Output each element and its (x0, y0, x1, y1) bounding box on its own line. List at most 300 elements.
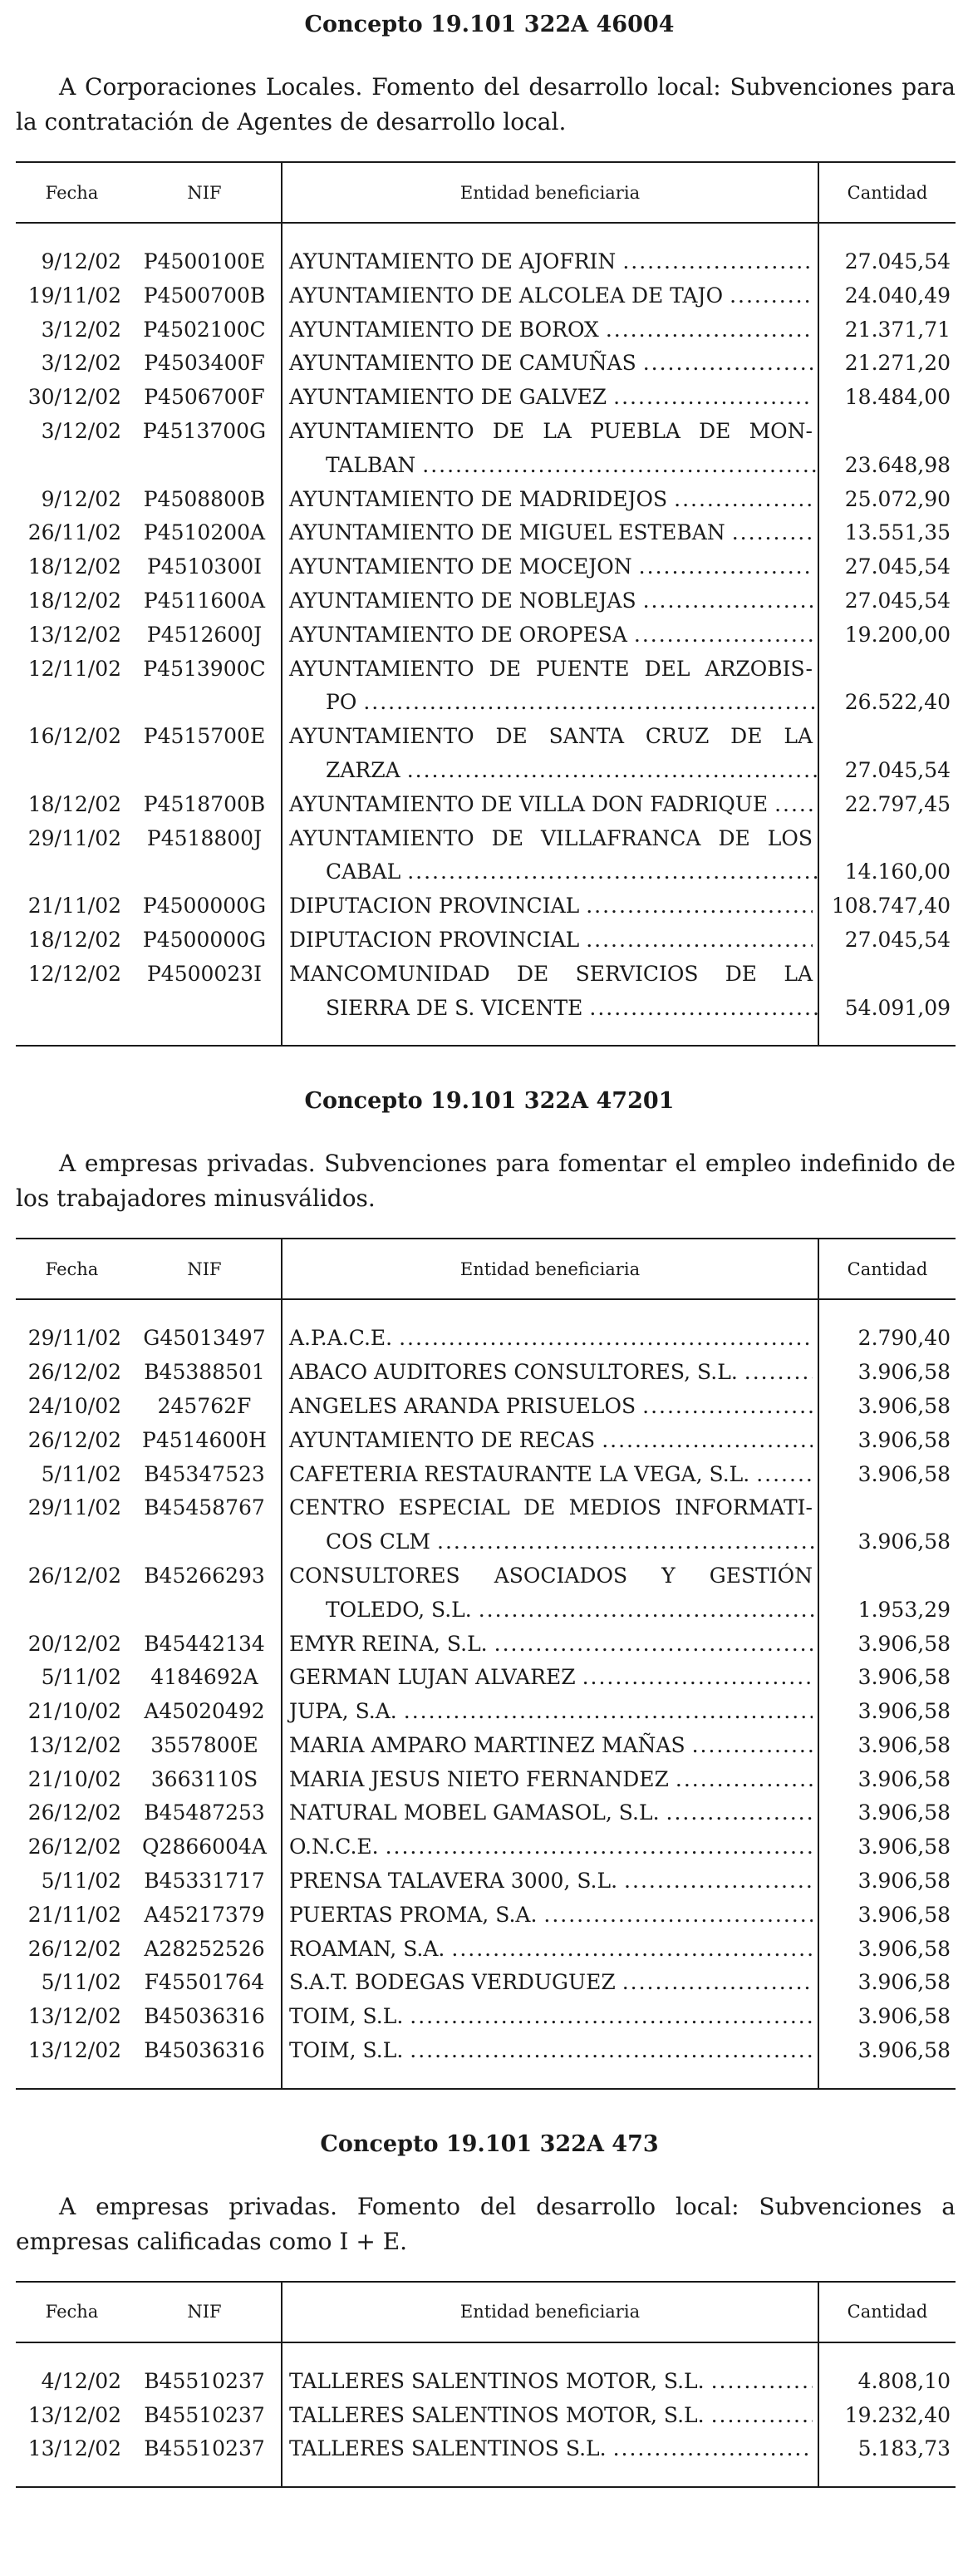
cell-cantidad (818, 415, 956, 449)
table-row (16, 924, 956, 958)
entidad-name: AYUNTAMIENTO DE MOCEJON (289, 554, 632, 579)
header-entidad: Entidad beneficiaria (282, 1239, 818, 1299)
entidad-name: ROAMAN, S.A. (289, 1936, 445, 1961)
cell-nif: G45013497 (143, 1326, 266, 1351)
cell-fecha: 12/11/02 (27, 656, 121, 681)
cell-fecha: 21/11/02 (27, 1902, 121, 1927)
cell-fecha: 21/10/02 (27, 1699, 121, 1724)
leader-dots (494, 1628, 813, 1662)
cell-fecha: 3/12/02 (41, 351, 121, 376)
table-row (16, 958, 956, 992)
cell-cantidad: 14.160,00 (818, 855, 956, 889)
cell-nif: P4513900C (143, 656, 266, 681)
cell-fecha: 13/12/02 (27, 2402, 121, 2427)
spacer-row (16, 1025, 956, 1046)
entidad-name: GERMAN LUJAN ALVAREZ (289, 1665, 576, 1690)
cell-nif: B45388501 (144, 1360, 265, 1385)
header-entidad: Entidad beneficiaria (282, 2282, 818, 2342)
cell-fecha: 13/12/02 (27, 1732, 121, 1757)
cell-entidad (282, 1933, 818, 1967)
cell-nif: 3557800E (150, 1732, 258, 1757)
cell-cantidad: 27.045,54 (818, 754, 956, 788)
cell-cantidad: 3.906,58 (818, 1695, 956, 1729)
table-row-continuation (16, 1593, 956, 1628)
entidad-name: TALLERES SALENTINOS S.L. (289, 2436, 607, 2461)
leader-dots (437, 1525, 818, 1559)
entidad-name-cont: CABAL (326, 859, 401, 884)
cell-entidad (282, 2365, 818, 2399)
table-row (16, 653, 956, 687)
cell-nif: B45331717 (144, 1869, 265, 1894)
cell-nif: P4513700G (142, 418, 267, 443)
cell-fecha: 20/12/02 (27, 1631, 121, 1656)
leader-dots (410, 2034, 813, 2068)
cell-cantidad: 3.906,58 (818, 1628, 956, 1662)
leader-dots (634, 618, 813, 653)
table-row (16, 1390, 956, 1424)
cell-nif: B45266293 (144, 1563, 265, 1588)
cell-nif: B45487253 (144, 1800, 265, 1825)
entidad-name-cont: SIERRA DE S. VICENTE (326, 995, 583, 1020)
leader-dots (692, 1729, 813, 1763)
table-row (16, 2365, 956, 2399)
cell-cantidad: 54.091,09 (818, 992, 956, 1026)
cell-fecha: 21/10/02 (27, 1766, 121, 1791)
entidad-name: AYUNTAMIENTO DE CAMUÑAS (289, 351, 636, 376)
entidad-name: PUERTAS PROMA, S.A. (289, 1902, 538, 1927)
table-row-continuation (16, 754, 956, 788)
leader-dots (643, 584, 813, 618)
section-concepto-46004 (16, 8, 963, 1047)
table-row (16, 381, 956, 415)
leader-dots (589, 992, 818, 1026)
cell-cantidad: 23.648,98 (818, 449, 956, 483)
cell-entidad (282, 1322, 818, 1356)
cell-cantidad: 26.522,40 (818, 686, 956, 720)
header-entidad: Entidad beneficiaria (282, 162, 818, 223)
leader-dots (451, 1933, 813, 1967)
cell-fecha: 5/11/02 (41, 1665, 121, 1690)
entidad-name: AYUNTAMIENTO DE MIGUEL ESTEBAN (289, 520, 725, 545)
cell-cantidad: 13.551,35 (818, 516, 956, 550)
cell-fecha: 19/11/02 (27, 283, 121, 308)
table-row-continuation (16, 855, 956, 889)
leader-dots (774, 788, 813, 822)
cell-cantidad: 2.790,40 (818, 1322, 956, 1356)
entidad-name: AYUNTAMIENTO DE PUENTE DEL ARZOBIS- (289, 656, 813, 681)
entidad-name: AYUNTAMIENTO DE ALCOLEA DE TAJO (289, 283, 724, 308)
cell-cantidad: 3.906,58 (818, 1830, 956, 1864)
cell-nif: P4515700E (143, 724, 266, 749)
cell-entidad (282, 1661, 818, 1695)
entidad-name: AYUNTAMIENTO DE OROPESA (289, 622, 627, 647)
cell-cantidad: 25.072,90 (818, 483, 956, 517)
entidad-name: A.P.A.C.E. (289, 1326, 393, 1351)
cell-nif: B45510237 (144, 2368, 265, 2393)
leader-dots (711, 2365, 813, 2399)
header-nif: NIF (128, 162, 282, 223)
cell-nif: P4500700B (143, 283, 266, 308)
cell-cantidad: 3.906,58 (818, 2000, 956, 2034)
concepto-description: A Corporaciones Locales. Fomento del desarrollo local: Subvenciones para la contratación de Agentes de desarrollo local. (16, 73, 956, 135)
table-row (16, 584, 956, 618)
entidad-name: CENTRO ESPECIAL DE MEDIOS INFORMATI- (289, 1495, 813, 1520)
beneficiaries-table (16, 1238, 956, 2090)
spacer-row (16, 1299, 956, 1322)
leader-dots (674, 483, 813, 517)
table-row (16, 1830, 956, 1864)
beneficiaries-table (16, 2281, 956, 2488)
cell-nif: F45501764 (144, 1970, 265, 1995)
cell-nif: 4184692A (150, 1665, 258, 1690)
leader-dots (676, 1763, 813, 1797)
beneficiaries-table (16, 161, 956, 1047)
cell-nif: P4510200A (143, 520, 266, 545)
table-row (16, 618, 956, 653)
table-row-continuation (16, 1525, 956, 1559)
leader-dots (639, 550, 813, 584)
table-row (16, 1796, 956, 1830)
entidad-name: TOIM, S.L. (289, 2004, 404, 2029)
table-row (16, 347, 956, 381)
cell-fecha: 9/12/02 (41, 486, 121, 511)
cell-entidad-cont (282, 1525, 818, 1559)
table-row (16, 788, 956, 822)
cell-fecha: 29/11/02 (27, 1326, 121, 1351)
leader-dots (711, 2399, 813, 2433)
cell-entidad (282, 313, 818, 347)
cell-nif: B45458767 (144, 1495, 265, 1520)
entidad-name: TALLERES SALENTINOS MOTOR, S.L. (289, 2402, 705, 2427)
cell-fecha: 13/12/02 (27, 2004, 121, 2029)
table-body (16, 223, 956, 1046)
table-row (16, 1559, 956, 1593)
table-row (16, 2399, 956, 2433)
cell-cantidad: 3.906,58 (818, 1458, 956, 1492)
cell-entidad (282, 279, 818, 313)
cell-fecha: 3/12/02 (41, 317, 121, 342)
table-header-row (16, 1239, 956, 1299)
cell-cantidad: 3.906,58 (818, 1933, 956, 1967)
table-row (16, 2432, 956, 2466)
leader-dots (756, 1458, 813, 1492)
entidad-name-cont: COS CLM (326, 1529, 431, 1554)
entidad-name: AYUNTAMIENTO DE NOBLEJAS (289, 588, 636, 613)
table-row (16, 415, 956, 449)
table-row (16, 1491, 956, 1525)
cell-cantidad: 3.906,58 (818, 1763, 956, 1797)
cell-entidad (282, 653, 818, 687)
cell-nif: B45510237 (144, 2436, 265, 2461)
cell-nif: B45347523 (144, 1461, 265, 1486)
leader-dots (643, 347, 813, 381)
table-row (16, 1322, 956, 1356)
cell-cantidad: 3.906,58 (818, 1796, 956, 1830)
leader-dots (407, 754, 818, 788)
table-body (16, 2342, 956, 2487)
cell-entidad (282, 1458, 818, 1492)
cell-fecha: 26/11/02 (27, 520, 121, 545)
leader-dots (666, 1796, 813, 1830)
entidad-name: AYUNTAMIENTO DE BOROX (289, 317, 599, 342)
cell-cantidad: 21.371,71 (818, 313, 956, 347)
cell-entidad (282, 1559, 818, 1593)
cell-cantidad (818, 1491, 956, 1525)
cell-nif: B45036316 (144, 2004, 265, 2029)
cell-cantidad: 5.183,73 (818, 2432, 956, 2466)
entidad-name: ABACO AUDITORES CONSULTORES, S.L. (289, 1360, 738, 1385)
cell-fecha: 30/12/02 (27, 385, 121, 410)
cell-entidad (282, 516, 818, 550)
cell-entidad (282, 2432, 818, 2466)
leader-dots (642, 1390, 813, 1424)
cell-nif: P4500000G (142, 894, 267, 919)
entidad-name: JUPA, S.A. (289, 1699, 397, 1724)
cell-entidad (282, 1796, 818, 1830)
cell-nif: P4518700B (143, 791, 266, 816)
leader-dots (399, 1322, 813, 1356)
cell-cantidad: 108.747,40 (818, 889, 956, 924)
cell-fecha: 26/12/02 (27, 1800, 121, 1825)
leader-dots (586, 889, 813, 924)
entidad-name: MANCOMUNIDAD DE SERVICIOS DE LA (289, 961, 813, 986)
cell-fecha: 26/12/02 (27, 1936, 121, 1961)
entidad-name: AYUNTAMIENTO DE GALVEZ (289, 385, 607, 410)
cell-entidad (282, 1390, 818, 1424)
entidad-name: AYUNTAMIENTO DE RECAS (289, 1427, 596, 1452)
spacer-row (16, 2068, 956, 2089)
entidad-name: MARIA JESUS NIETO FERNANDEZ (289, 1766, 669, 1791)
header-nif: NIF (128, 1239, 282, 1299)
cell-fecha: 18/12/02 (27, 554, 121, 579)
cell-fecha: 18/12/02 (27, 588, 121, 613)
leader-dots (622, 1966, 813, 2000)
entidad-name-cont: TOLEDO, S.L. (326, 1597, 472, 1622)
cell-entidad-cont (282, 686, 818, 720)
cell-cantidad: 3.906,58 (818, 1864, 956, 1899)
leader-dots (732, 516, 813, 550)
cell-fecha: 21/11/02 (27, 894, 121, 919)
cell-entidad (282, 550, 818, 584)
cell-fecha: 5/11/02 (41, 1970, 121, 1995)
table-row (16, 245, 956, 279)
cell-cantidad: 3.906,58 (818, 1661, 956, 1695)
cell-nif: P4511600A (143, 588, 266, 613)
cell-fecha: 9/12/02 (41, 249, 121, 273)
header-cantidad: Cantidad (818, 162, 956, 223)
cell-fecha: 26/12/02 (27, 1835, 121, 1859)
entidad-name: AYUNTAMIENTO DE AJOFRIN (289, 249, 617, 273)
cell-fecha: 13/12/02 (27, 2038, 121, 2063)
table-row (16, 2034, 956, 2068)
entidad-name-cont: ZARZA (326, 757, 400, 782)
entidad-name: DIPUTACION PROVINCIAL (289, 894, 580, 919)
cell-cantidad (818, 720, 956, 754)
cell-nif: 245762F (157, 1393, 252, 1418)
cell-cantidad (818, 1559, 956, 1593)
cell-nif: A28252526 (144, 1936, 265, 1961)
table-row (16, 1458, 956, 1492)
leader-dots (582, 1661, 813, 1695)
cell-entidad (282, 1899, 818, 1933)
cell-nif: 3663110S (150, 1766, 258, 1791)
cell-entidad (282, 483, 818, 517)
entidad-name: ANGELES ARANDA PRISUELOS (289, 1393, 636, 1418)
cell-fecha: 26/12/02 (27, 1563, 121, 1588)
cell-entidad (282, 1966, 818, 2000)
table-body (16, 1299, 956, 2089)
cell-fecha: 13/12/02 (27, 622, 121, 647)
cell-cantidad: 3.906,58 (818, 1424, 956, 1458)
cell-nif: P4514600H (142, 1427, 267, 1452)
section-concepto-473 (16, 2128, 963, 2488)
cell-nif: P4500000G (142, 927, 267, 952)
entidad-name: PRENSA TALAVERA 3000, S.L. (289, 1869, 618, 1894)
cell-nif: B45442134 (144, 1631, 265, 1656)
header-fecha: Fecha (16, 1239, 128, 1299)
cell-entidad (282, 381, 818, 415)
cell-entidad (282, 1695, 818, 1729)
cell-cantidad (818, 958, 956, 992)
cell-entidad (282, 618, 818, 653)
spacer-row (16, 2342, 956, 2365)
cell-fecha: 12/12/02 (27, 961, 121, 986)
leader-dots (422, 449, 818, 483)
cell-entidad (282, 1356, 818, 1390)
table-row (16, 516, 956, 550)
cell-nif: A45020492 (144, 1699, 265, 1724)
cell-nif: P4510300I (146, 554, 263, 579)
entidad-name: AYUNTAMIENTO DE SANTA CRUZ DE LA (289, 724, 813, 749)
cell-cantidad: 3.906,58 (818, 1729, 956, 1763)
leader-dots (386, 1830, 813, 1864)
entidad-name: AYUNTAMIENTO DE VILLAFRANCA DE LOS (289, 825, 813, 850)
concepto-description: A empresas privadas. Subvenciones para fomentar el empleo indefinido de los trabajadores minusválidos. (16, 1150, 956, 1213)
entidad-name: AYUNTAMIENTO DE LA PUEBLA DE MON- (289, 418, 813, 443)
table-row (16, 313, 956, 347)
cell-entidad (282, 958, 818, 992)
leader-dots (410, 2000, 813, 2034)
cell-entidad (282, 2399, 818, 2433)
table-row (16, 1356, 956, 1390)
cell-entidad (282, 720, 818, 754)
cell-nif: P4506700F (144, 385, 265, 410)
cell-cantidad: 27.045,54 (818, 924, 956, 958)
cell-nif: P4500023I (146, 961, 263, 986)
table-row (16, 1628, 956, 1662)
cell-fecha: 13/12/02 (27, 2436, 121, 2461)
cell-cantidad: 27.045,54 (818, 550, 956, 584)
table-row-continuation (16, 449, 956, 483)
cell-fecha: 18/12/02 (27, 927, 121, 952)
table-row (16, 1933, 956, 1967)
leader-dots (624, 1864, 813, 1899)
table-row (16, 822, 956, 856)
cell-entidad (282, 2034, 818, 2068)
header-cantidad: Cantidad (818, 1239, 956, 1299)
cell-fecha: 4/12/02 (41, 2368, 121, 2393)
cell-fecha: 5/11/02 (41, 1461, 121, 1486)
table-row (16, 279, 956, 313)
cell-cantidad: 19.232,40 (818, 2399, 956, 2433)
leader-dots (606, 313, 813, 347)
cell-entidad (282, 788, 818, 822)
entidad-name: TOIM, S.L. (289, 2038, 404, 2063)
cell-entidad-cont (282, 992, 818, 1026)
cell-entidad (282, 245, 818, 279)
leader-dots (479, 1593, 818, 1628)
entidad-name: EMYR REINA, S.L. (289, 1631, 488, 1656)
cell-cantidad: 3.906,58 (818, 1525, 956, 1559)
entidad-name: S.A.T. BODEGAS VERDUGUEZ (289, 1970, 616, 1995)
cell-nif: Q2866004A (142, 1835, 267, 1859)
table-header-row (16, 2282, 956, 2342)
document-page (16, 0, 963, 2488)
cell-cantidad: 22.797,45 (818, 788, 956, 822)
table-row (16, 550, 956, 584)
entidad-name: CAFETERIA RESTAURANTE LA VEGA, S.L. (289, 1461, 750, 1486)
cell-entidad-cont (282, 754, 818, 788)
leader-dots (586, 924, 813, 958)
entidad-name: MARIA AMPARO MARTINEZ MAÑAS (289, 1732, 685, 1757)
entidad-name: NATURAL MOBEL GAMASOL, S.L. (289, 1800, 660, 1825)
table-row (16, 1864, 956, 1899)
cell-cantidad: 27.045,54 (818, 245, 956, 279)
cell-fecha: 29/11/02 (27, 1495, 121, 1520)
cell-entidad (282, 1729, 818, 1763)
cell-cantidad: 19.200,00 (818, 618, 956, 653)
entidad-name-cont: TALBAN (326, 452, 416, 477)
cell-fecha: 26/12/02 (27, 1360, 121, 1385)
concepto-description: A empresas privadas. Fomento del desarrollo local: Subvenciones a empresas calificadas como I + E. (16, 2192, 956, 2255)
table-row (16, 1763, 956, 1797)
cell-entidad (282, 1628, 818, 1662)
table-row (16, 1695, 956, 1729)
cell-cantidad: 18.484,00 (818, 381, 956, 415)
table-row-continuation (16, 992, 956, 1026)
leader-dots (543, 1899, 813, 1933)
cell-fecha: 18/12/02 (27, 791, 121, 816)
header-fecha: Fecha (16, 162, 128, 223)
cell-nif: B45510237 (144, 2402, 265, 2427)
cell-entidad (282, 822, 818, 856)
concepto-heading: Concepto 19.101 322A 46004 (304, 12, 675, 37)
cell-entidad (282, 1864, 818, 1899)
leader-dots (407, 855, 818, 889)
table-row (16, 483, 956, 517)
table-row (16, 1661, 956, 1695)
table-row (16, 1966, 956, 2000)
table-row-continuation (16, 686, 956, 720)
entidad-name: O.N.C.E. (289, 1835, 379, 1859)
cell-entidad (282, 1830, 818, 1864)
cell-cantidad: 3.906,58 (818, 1356, 956, 1390)
concepto-heading: Concepto 19.101 322A 47201 (304, 1088, 675, 1115)
spacer-row (16, 2466, 956, 2487)
cell-entidad-cont (282, 855, 818, 889)
entidad-name: AYUNTAMIENTO DE MADRIDEJOS (289, 486, 668, 511)
table-header-row (16, 162, 956, 223)
cell-cantidad: 21.271,20 (818, 347, 956, 381)
spacer-row (16, 223, 956, 245)
table-row (16, 1729, 956, 1763)
leader-dots (363, 686, 818, 720)
cell-fecha: 16/12/02 (27, 724, 121, 749)
cell-fecha: 29/11/02 (27, 825, 121, 850)
entidad-name: DIPUTACION PROVINCIAL (289, 927, 580, 952)
cell-cantidad: 3.906,58 (818, 1966, 956, 2000)
cell-fecha: 3/12/02 (41, 418, 121, 443)
